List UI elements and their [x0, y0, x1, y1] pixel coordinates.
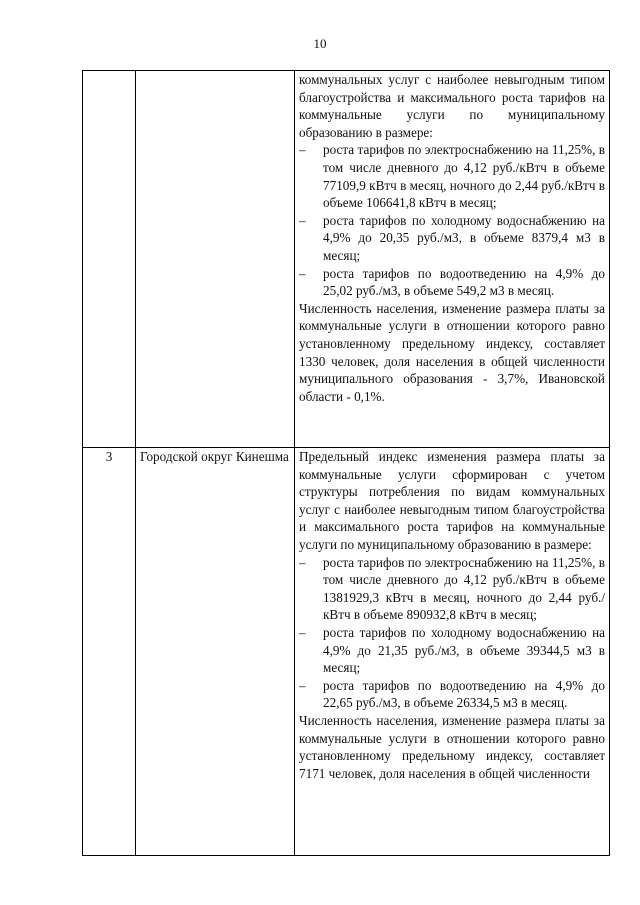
list-item-text: роста тарифов по водоотведению на 4,9% до 25,02 руб./м3, в объеме 549,2 м3 в месяц.	[323, 265, 605, 299]
list-item	[299, 677, 605, 712]
list-item	[299, 624, 605, 677]
dash-bullet: –	[299, 265, 306, 281]
dash-bullet: –	[299, 142, 306, 158]
list-item-text: роста тарифов по электроснабжению на 11,25%, в том числе дневного до 4,12 руб./кВтч в объеме 1381929,3 кВтч в месяц, ночного до 2,44 руб./кВтч в объеме 890932,8 кВтч в месяц;	[323, 554, 605, 623]
dash-bullet: –	[299, 554, 306, 570]
list-item-text: роста тарифов по электроснабжению на 11,25%, в том числе дневного до 4,12 руб./кВтч в объеме 77109,9 кВтч в месяц, ночного до 2,44 руб./кВтч в объеме 106641,8 кВтч в месяц;	[323, 142, 605, 211]
tariff-list	[299, 554, 605, 712]
table-row	[83, 71, 610, 448]
dash-bullet: –	[299, 212, 306, 228]
description-cell	[295, 448, 610, 856]
description-intro: Предельный индекс изменения размера платы за коммунальные услуги сформирован с учетом структуры потребления по видам коммунальных услуг с наиболее невыгодным типом благоустройства и максимального роста тарифов на коммунальные услуги по муниципальному образованию в размере:	[299, 449, 605, 552]
list-item	[299, 212, 605, 265]
list-item-text: роста тарифов по холодному водоснабжению на 4,9% до 20,35 руб./м3, в объеме 8379,4 м3 в месяц;	[323, 212, 605, 263]
row-number-cell: 3	[83, 448, 136, 856]
list-item-text: роста тарифов по холодному водоснабжению на 4,9% до 21,35 руб./м3, в объеме 39344,5 м3 в месяц;	[323, 624, 605, 676]
list-item	[299, 554, 605, 624]
list-item	[299, 141, 605, 211]
municipality-cell: Городской округ Кинешма	[136, 448, 295, 856]
list-item-text: роста тарифов по водоотведению на 4,9% до 22,65 руб./м3, в объеме 26334,5 м3 в месяц.	[323, 677, 605, 711]
description-cell	[295, 71, 610, 448]
tariff-list	[299, 141, 605, 299]
municipality-cell	[136, 71, 295, 448]
list-item	[299, 265, 605, 300]
table-row	[83, 448, 610, 856]
page-number: 10	[313, 36, 327, 51]
tariff-table	[82, 70, 610, 856]
description-intro: коммунальных услуг с наиболее невыгодным типом благоустройства и максимального роста тарифов на коммунальные услуги по муниципальному образованию в размере:	[299, 72, 605, 140]
description-outro: Численность населения, изменение размера платы за коммунальные услуги в отношении которого равно установленному предельному индексу, составляет 1330 человек, доля населения в общей численности муниципального образования - 3,7%, Ивановской области - 0,1%.	[299, 300, 605, 404]
row-number-cell	[83, 71, 136, 448]
dash-bullet: –	[299, 624, 306, 640]
description-outro: Численность населения, изменение размера платы за коммунальные услуги в отношении которого равно установленному предельному индексу, составляет 7171 человек, доля населения в общей численности	[299, 712, 605, 781]
dash-bullet: –	[299, 677, 306, 693]
